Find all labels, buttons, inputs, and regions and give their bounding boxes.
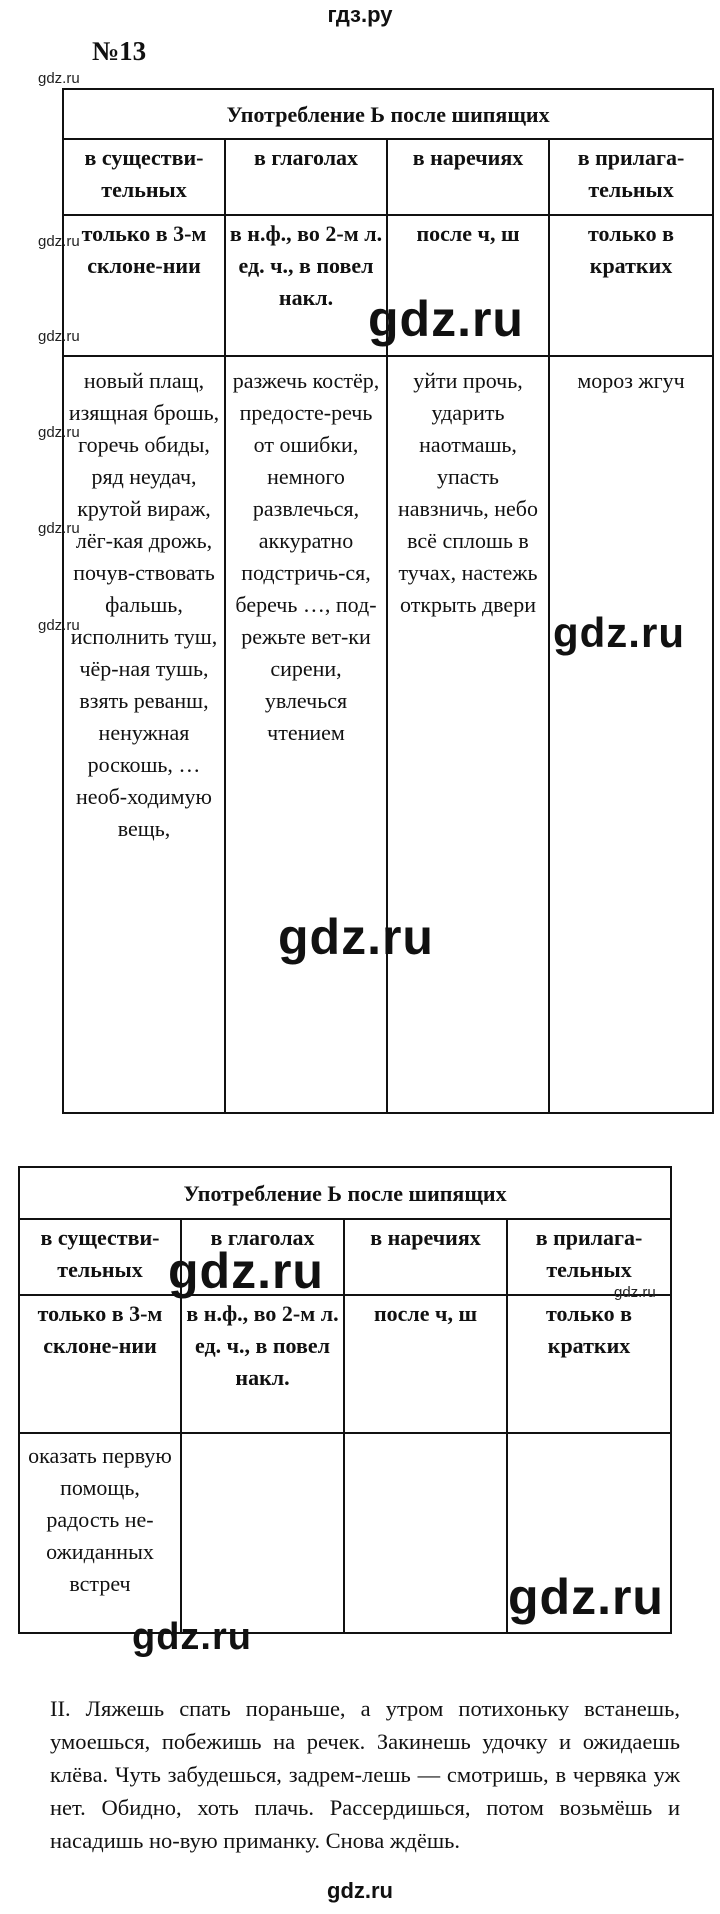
site-header: гдз.ру xyxy=(327,2,393,27)
rule-verbs: в н.ф., во 2-м л. ед. ч., в повел накл. xyxy=(225,215,387,356)
header-adverbs: в наречиях xyxy=(387,139,549,215)
rule-nouns: только в 3-м склоне-нии xyxy=(63,215,225,356)
rule-adjectives: только в кратких xyxy=(507,1295,671,1433)
watermark: gdz.ru xyxy=(38,520,80,537)
header-adjectives: в прилага-тельных xyxy=(549,139,713,215)
watermark: gdz.ru xyxy=(38,328,80,345)
header-adjectives: в прилага-тельных xyxy=(507,1219,671,1295)
header-adverbs: в наречиях xyxy=(344,1219,507,1295)
watermark: gdz.ru xyxy=(38,70,80,87)
rule-adverbs: после ч, ш xyxy=(344,1295,507,1433)
rule-adjectives: только в кратких xyxy=(549,215,713,356)
table-title: Употребление Ь после шипящих xyxy=(19,1167,671,1219)
exercise-paragraph: II. Ляжешь спать пораньше, а утром потихоньку встанешь, умоешься, побежишь на речек. Закинешь удочку и ожидаешь клёва. Чуть забудешься, задрем-лешь — смотришь, в червяка уж нет. Обидно, хоть плачь. Рассердишься, потом возьмёшь и насадишь но-вую приманку. Снова ждёшь. xyxy=(50,1696,680,1853)
watermark-large: gdz.ru xyxy=(508,1569,664,1625)
watermark: gdz.ru xyxy=(614,1284,656,1301)
watermark: gdz.ru xyxy=(38,233,80,250)
header-nouns: в существи-тельных xyxy=(19,1219,181,1295)
watermark-large: gdz.ru xyxy=(168,1243,324,1299)
watermark: gdz.ru xyxy=(38,617,80,634)
examples-verbs: разжечь костёр, предосте-речь от ошибки, немного развлечься, аккуратно подстричь-ся, беречь …, под-режьте вет-ки сирени, увлечься чтением xyxy=(225,356,387,1113)
task-number: №13 xyxy=(92,36,147,66)
header-nouns: в существи-тельных xyxy=(63,139,225,215)
watermark-large: gdz.ru xyxy=(278,909,434,965)
examples-adjectives: мороз жгуч xyxy=(549,356,713,1113)
examples-nouns: новый плащ, изящная брошь, горечь обиды, ряд неудач, крутой вираж, лёг-кая дрожь, почув-ствовать фальшь, исполнить туш, чёр-ная тушь, взять реванш, ненужная роскошь, …необ-ходимую вещь, xyxy=(63,356,225,1113)
watermark-large: gdz.ru xyxy=(553,609,685,656)
watermark-large: gdz.ru xyxy=(132,1616,252,1658)
table-title: Употребление Ь после шипящих xyxy=(63,89,713,139)
examples-adverbs: уйти прочь, ударить наотмашь, упасть навзничь, небо всё сплошь в тучах, настежь открыть двери xyxy=(387,356,549,1113)
site-footer: gdz.ru xyxy=(327,1878,393,1903)
examples-adverbs xyxy=(344,1433,507,1633)
header-verbs: в глаголах xyxy=(181,1219,344,1295)
rules-table-2 xyxy=(18,1166,672,1634)
watermark: gdz.ru xyxy=(38,424,80,441)
rule-adverbs: после ч, ш xyxy=(387,215,549,356)
watermark-large: gdz.ru xyxy=(368,291,524,347)
examples-verbs xyxy=(181,1433,344,1633)
header-verbs: в глаголах xyxy=(225,139,387,215)
examples-nouns: оказать первую помощь, радость не-ожиданных встреч xyxy=(19,1433,181,1633)
rule-nouns: только в 3-м склоне-нии xyxy=(19,1295,181,1433)
rule-verbs: в н.ф., во 2-м л. ед. ч., в повел накл. xyxy=(181,1295,344,1433)
